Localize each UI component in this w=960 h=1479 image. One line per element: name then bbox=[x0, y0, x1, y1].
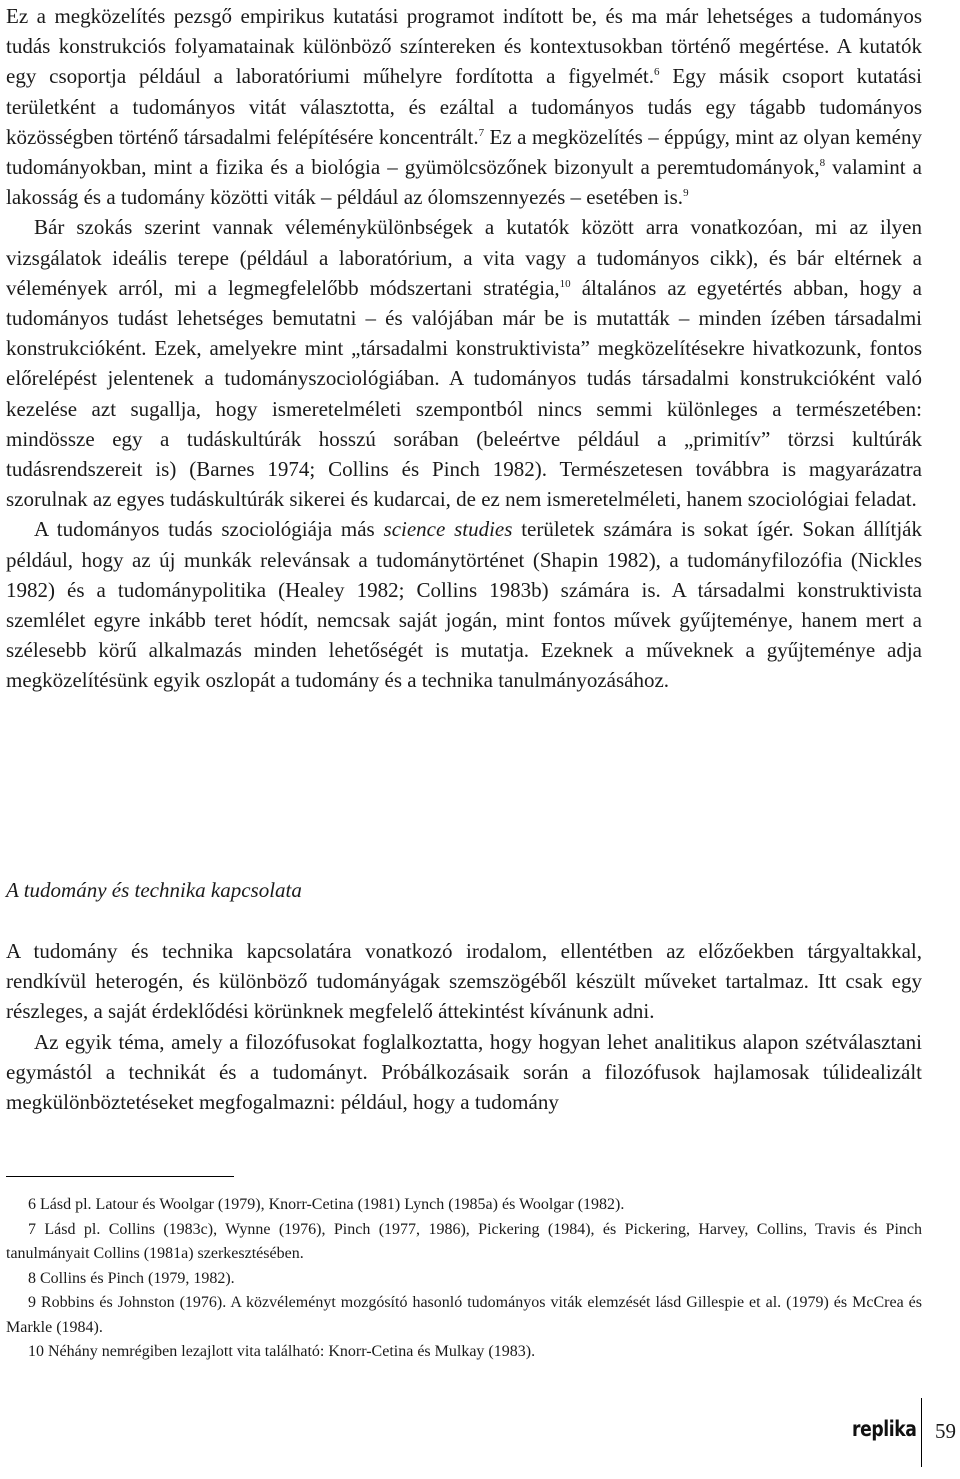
text-run: Bár szokás szerint vannak véleménykülönbségek a kutatók között arra vonatkozóan, mi az ilyen vizsgálatok ideális terepe (például a laboratórium, a vita vagy a tudományos cikk), és bár eltérnek a vélemények arról, mi a legmegfelelőbb módszertani stratégia, bbox=[6, 215, 922, 300]
footnote-separator bbox=[6, 1176, 234, 1177]
section-paragraph-1: A tudomány és technika kapcsolatára vonatkozó irodalom, ellentétben az előzőekben tárgyaltakkal, rendkívül heterogén, és különböző tudományágak szemszögéből készült műveket tartalmaz. Itt csak egy részleges, a saját érdeklődési körünknek megfelelő áttekintést kívánunk adni. bbox=[6, 939, 922, 1024]
footer-divider bbox=[921, 1398, 922, 1467]
footnote-ref-10: 10 bbox=[559, 277, 571, 290]
footnote-10: 10 Néhány nemrégiben lezajlott vita található: Knorr-Cetina és Mulkay (1983). bbox=[28, 1343, 536, 1360]
text-run: Egy másik csoport kutatási területként a tudományos vitát választotta, és ezáltal a tudományos tudás egy tágabb tudományos közösségben történő társadalmi felépítésére koncentrált. bbox=[6, 64, 922, 149]
journal-logo: replika bbox=[852, 1417, 917, 1441]
footnote-ref-6: 6 bbox=[653, 66, 660, 79]
paragraph-1 bbox=[6, 1, 922, 212]
text-run: valamint a lakosság és a tudomány közötti viták – például az ólomszennyezés – esetében is. bbox=[6, 155, 923, 210]
paragraph-2 bbox=[6, 212, 922, 514]
section-paragraph-2: Az egyik téma, amely a filozófusokat foglalkoztatta, hogy hogyan lehet analitikus alapon szétválasztani egymástól a technikát és a tudományt. Próbálkozásaik során a filozófusok hajlamosak túlidealizált megkülönböztetéseket megfogalmazni: például, hogy a tudomány bbox=[6, 1029, 922, 1115]
main-text bbox=[6, 1, 922, 696]
footnote-8: 8 Collins és Pinch (1979, 1982). bbox=[28, 1269, 235, 1287]
text-run: általános az egyetértés abban, hogy a tudományos tudást lehetséges bemutatni – és valójában már be is mutatták – minden ízében társadalmi konstrukcióként. Ezek, amelyekre mint „társadalmi konstruktivista” megközelítésekre hivatkozunk, fontos előrelépést jelentenek a tudományszociológiában. A tudományos tudás társadalmi konstrukcióként való kezelése azt sugallja, hogy ismeretelméleti szempontból nincs semmi különleges a természetében: mindössze egy a tudáskultúrák hosszú sorában (beleértve például a „primitív” törzsi kultúrák tudásrendszereit is) (Barnes 1974; Collins és Pinch 1982). Természetesen továbbra is magyarázatra szorulnak az egyes tudáskultúrák sikerei és kudarcai, de ez nem ismeretelméleti, hanem szociológiai feladat. bbox=[6, 275, 922, 512]
text-run: területek számára is sokat ígér. Sokan állítják például, hogy az új munkák relevánsak a tudománytörténet (Shapin 1982), a tudományfilozófia (Nickles 1982) és a tudománypolitika (Healey 1982; Collins 1983b) számára is. A társadalmi konstruktivista szemlélet egyre inkább teret hódít, nemcsak saját jogán, mint fontos művek gyűjteménye, hanem mert a szélesebb körű alkalmazás minden lehetőségét is mutatja. Ezeknek a műveknek a gyűjteménye adja megközelítésünk egyik oszlopát a tudomány és a technika tanulmányozásához. bbox=[6, 517, 922, 693]
footnote-9: 9 Robbins és Johnston (1976). A közvéleményt mozgósító hasonló tudományos viták elemzését lásd Gillespie et al. (1979) és McCrea és Markle (1984). bbox=[6, 1294, 922, 1336]
section-text bbox=[6, 936, 922, 1117]
footnote-7: 7 Lásd pl. Collins (1983c), Wynne (1976), Pinch (1977, 1986), Pickering (1984), és Pickering, Harvey, Collins, Travis és Pinch tanulmányait Collins (1981a) szerkesztésében. bbox=[6, 1220, 922, 1262]
italic-term: science studies bbox=[383, 517, 513, 542]
footnotes bbox=[6, 1193, 922, 1365]
text-run: Ez a megközelítés pezsgő empirikus kutatási programot indított be, és ma már lehetséges a tudományos tudás konstrukciós folyamatainak különböző színtereken és kontextusokban történő megértése. A kutatók egy csoportja például a laboratóriumi műhelyre fordította a figyelmét. bbox=[6, 4, 922, 89]
text-run: A tudományos tudás szociológiája más bbox=[34, 517, 384, 542]
footnote-ref-9: 9 bbox=[683, 187, 689, 200]
section-heading: A tudomány és technika kapcsolata bbox=[6, 878, 302, 902]
page-number: 59 bbox=[935, 1419, 956, 1443]
footnote-6: 6 Lásd pl. Latour és Woolgar (1979), Knorr-Cetina (1981) Lynch (1985a) és Woolgar (1982). bbox=[28, 1196, 625, 1213]
text-run: Ez a megközelítés – éppúgy, mint az olyan kemény tudományokban, mint a fizika és a biológia – gyümölcsözőnek bizonyult a peremtudományok, bbox=[6, 124, 923, 180]
footnote-ref-8: 8 bbox=[819, 157, 826, 170]
paragraph-3 bbox=[6, 514, 922, 695]
footnote-ref-7: 7 bbox=[478, 126, 485, 139]
